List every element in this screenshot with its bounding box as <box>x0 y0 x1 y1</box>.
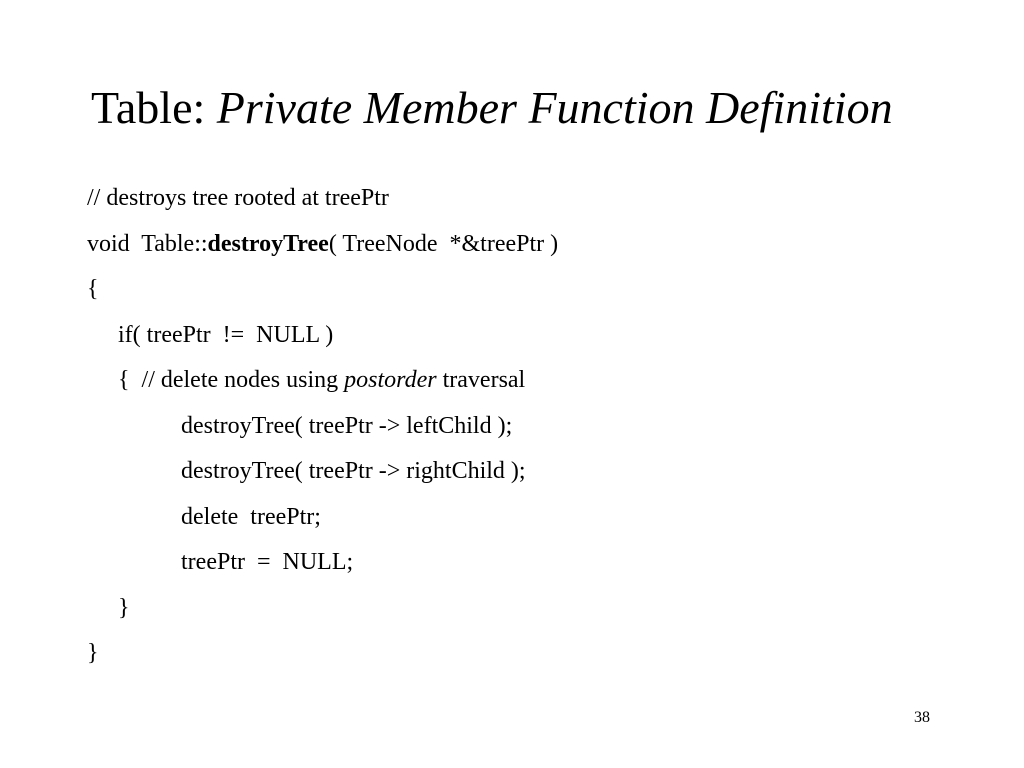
close-brace-line: } <box>87 640 99 666</box>
title-emphasis: Private Member Function Definition <box>216 82 893 133</box>
if-statement-line: if( treePtr != NULL ) <box>118 321 334 348</box>
open-brace-line: { <box>87 276 99 302</box>
inner-comment-prefix: { // delete nodes using <box>118 367 345 393</box>
inner-comment-suffix: traversal <box>436 367 526 393</box>
code-comment-line: // destroys tree rooted at treePtr <box>87 185 389 211</box>
signature-prefix: void Table:: <box>87 230 208 257</box>
function-signature-line <box>87 222 558 268</box>
inner-block-comment-line <box>87 358 558 404</box>
inner-close-brace-line: } <box>118 594 130 621</box>
destroy-left-call-line: destroyTree( treePtr -> leftChild ); <box>181 412 513 439</box>
code-block <box>87 176 558 677</box>
destroy-right-call-line: destroyTree( treePtr -> rightChild ); <box>181 458 526 484</box>
null-assignment-line: treePtr = NULL; <box>181 549 354 575</box>
slide-title <box>91 78 893 138</box>
signature-params: ( TreeNode *&treePtr ) <box>328 230 559 257</box>
delete-statement-line: delete treePtr; <box>181 503 321 530</box>
inner-comment-emphasis: postorder <box>344 367 437 393</box>
function-name: destroyTree <box>207 230 329 257</box>
title-prefix: Table: <box>91 82 217 133</box>
page-number: 38 <box>914 709 930 726</box>
